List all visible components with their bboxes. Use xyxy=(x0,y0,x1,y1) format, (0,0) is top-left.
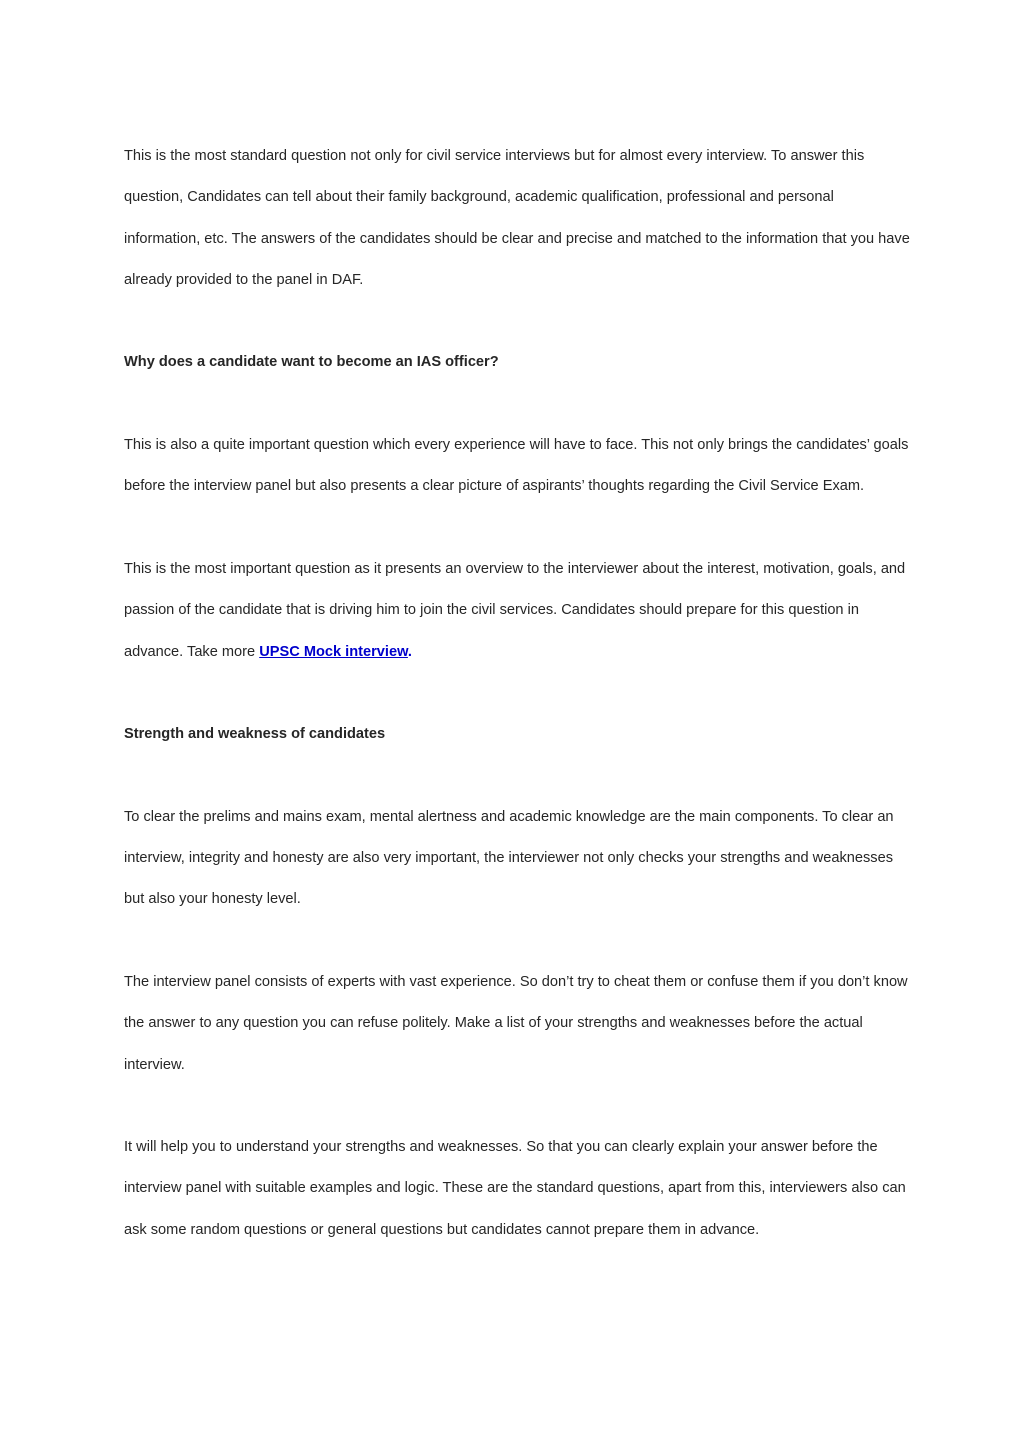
spacer xyxy=(124,384,914,425)
heading-strength-weakness: Strength and weakness of candidates xyxy=(124,726,386,743)
paragraph-intro: This is the most standard question not only for civil service interviews but for almost every interview. To answer this question, Candidates can tell about their family background, academic qualification, professional and personal information, etc. The answers of the candidates should be clear and precise and matched to the information that you have already provided to the panel in DAF. xyxy=(124,148,910,288)
paragraph-motivation xyxy=(124,549,914,673)
spacer xyxy=(124,508,914,549)
spacer xyxy=(124,755,914,796)
upsc-mock-interview-link[interactable]: UPSC Mock interview xyxy=(259,643,408,660)
spacer xyxy=(124,301,914,342)
spacer xyxy=(124,673,914,714)
paragraph-integrity: To clear the prelims and mains exam, mental alertness and academic knowledge are the main components. To clear an interview, integrity and honesty are also very important, the interviewer not only checks your strengths and weaknesses but also your honesty level. xyxy=(124,808,894,908)
spacer xyxy=(124,1086,914,1127)
link-period: . xyxy=(407,643,412,660)
paragraph-conclusion: It will help you to understand your strengths and weaknesses. So that you can clearly explain your answer before the interview panel with suitable examples and logic. These are the standard questions, apart from this, interviewers also can ask some random questions or general questions but candidates cannot prepare them in advance. xyxy=(124,1139,906,1238)
document-page xyxy=(124,136,914,1251)
paragraph-panel: The interview panel consists of experts with vast experience. So don’t try to cheat them or confuse them if you don’t know the answer to any question you can refuse politely. Make a list of your strengths and weaknesses before the actual interview. xyxy=(124,973,908,1073)
paragraph-goals: This is also a quite important question which every experience will have to face. This not only brings the candidates’ goals before the interview panel but also presents a clear picture of aspirants’ thoughts regarding the Civil Service Exam. xyxy=(124,437,909,495)
spacer xyxy=(124,921,914,962)
paragraph-motivation-text: This is the most important question as it presents an overview to the interviewer about the interest, motivation, goals, and passion of the candidate that is driving him to join the civil services. Candidates should prepare for this question in advance. Take more xyxy=(124,560,906,660)
heading-ias-officer: Why does a candidate want to become an IAS officer? xyxy=(124,354,499,371)
